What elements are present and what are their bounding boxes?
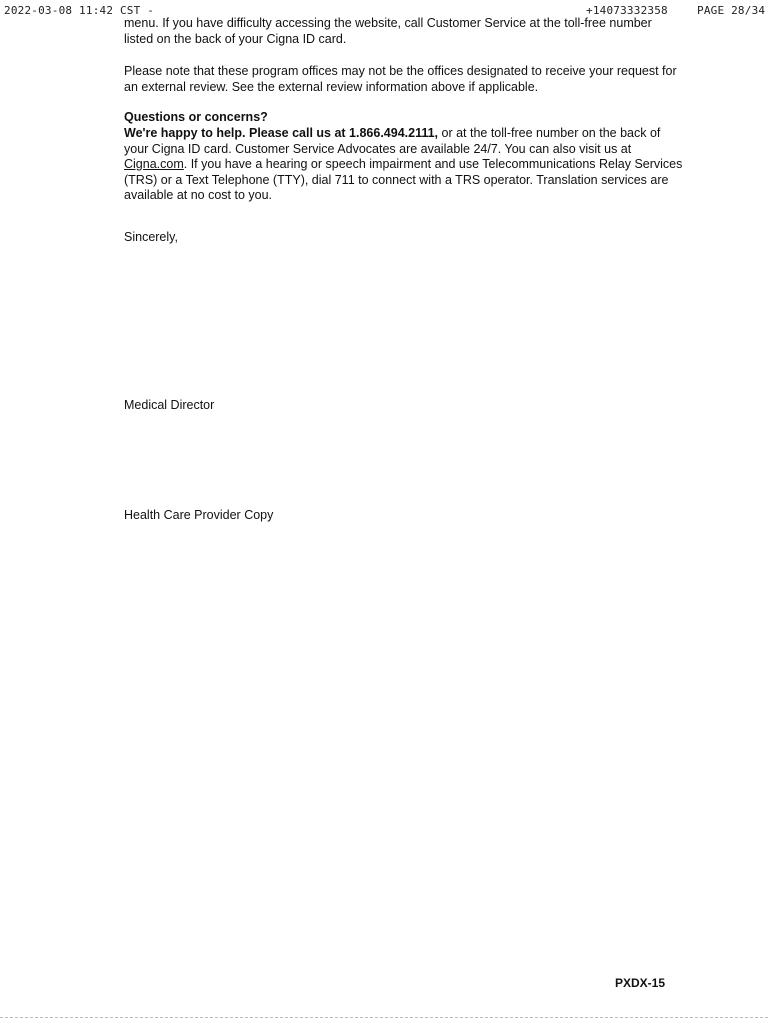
exhibit-code: PXDX-15	[615, 976, 666, 990]
paragraph-contact-info	[124, 126, 684, 204]
questions-heading: Questions or concerns?	[124, 110, 268, 124]
signer-title: Medical Director	[124, 398, 215, 412]
scan-edge-divider	[0, 1017, 768, 1019]
cigna-website-link[interactable]: Cigna.com	[124, 157, 184, 171]
copy-label: Health Care Provider Copy	[124, 508, 274, 522]
paragraph-program-offices: Please note that these program offices may not be the offices designated to receive your request for an external review. See the external review information above if applicable.	[124, 64, 677, 94]
closing-salutation: Sincerely,	[124, 230, 178, 244]
fax-timestamp: 2022-03-08 11:42 CST -	[4, 4, 155, 17]
contact-text-part1: or at the toll-free number on the back of your Cigna ID card. Customer Service Advocates are available 24/7. You can also visit us at	[124, 126, 661, 156]
contact-text-part2: . If you have a hearing or speech impairment and use Telecommunications Relay Services (TRS) or a Text Telephone (TTY), dial 711 to connect with a TRS operator. Translation services are available at no cost to you.	[124, 157, 683, 202]
contact-phone-text: We're happy to help. Please call us at 1.866.494.2111,	[124, 126, 439, 140]
fax-phone-number: +14073332358	[586, 4, 668, 17]
paragraph-website-help: menu. If you have difficulty accessing the website, call Customer Service at the toll-free number listed on the back of your Cigna ID card.	[124, 16, 652, 46]
fax-page-number: PAGE 28/34	[697, 4, 766, 17]
